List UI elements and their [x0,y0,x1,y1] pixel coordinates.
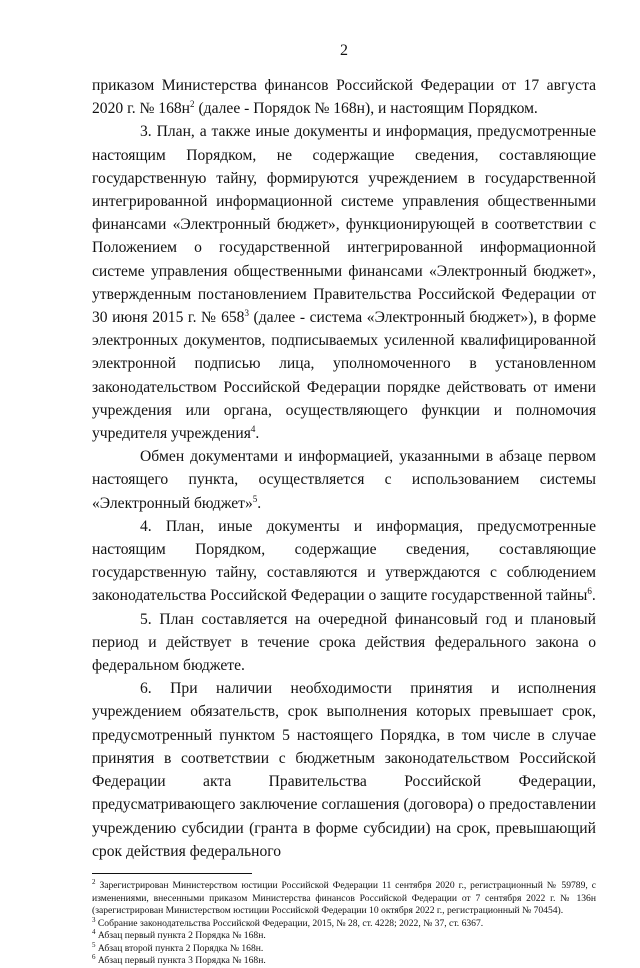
footnote: $^6$ Абзац первый пункта 3 Порядка № 168н. [92,953,266,967]
footnote-ref: 3 [244,308,249,319]
paragraph-continuation: приказом Министерства финансов Российской Федерации от 17 августа 2020 г. № $168н^2$ (далее - Порядок № 168н), и настоящим Порядком. [92,77,596,118]
page-number: 2 [340,42,348,59]
footnote-ref: 4 [250,424,256,435]
footnote-ref: 6 [587,586,592,597]
paragraph-3: 3. План, а также иные документы и информация, предусмотренные настоящим Порядком, не содержащие сведения, составляющие государственную тайну, формируются учреждением в государственной интегрированной информационной системе управления общественными финансами «Электронный бюджет», функционирующей в соответствии с Положением о государственной интегрированной информационной системе управления общественными финансами «Электронный бюджет», утвержденным постановлением Правительства Российской Федерации от 30 июня 2015 г. № $658^3$ (далее - система «Электронный бюджет»), в форме электронных документов, подписываемых усиленной квалифицированной электронной подписью лица, уполномоченного в установленном законодательством Российской Федерации порядке действовать от имени учреждения или органа, осуществляющего функции и полномочия учредителя учреждения$^4$. [92,123,597,443]
footnote: $^4$ Абзац первый пункта 2 Порядка № 168н. [92,928,266,942]
footnote: $^2$ Зарегистрирован Министерством юстиции Российской Федерации 11 сентября 2020 г., регистрационный № 59789, с изменениями, внесенными приказом Министерства финансов Российской Федерации от 7 сентября 2022 г. № 136н (зарегистрирован Министерством юстиции Российской Федерации 10 октября 2022 г., регистрационный № 70454). [92,877,596,917]
footnote: $^3$ Собрание законодательства Российской Федерации, 2015, № 28, ст. 4228; 2022, № 37, ст. 6367. [92,915,484,929]
paragraph-5: 5. План составляется на очередной финансовый год и плановый период и действует в течение срока действия федерального закона о федеральном бюджете. [92,610,596,675]
document-body [92,74,596,863]
paragraph-3-exchange: Обмен документами и информацией, указанными в абзаце первом настоящего пункта, осуществляется с использованием системы «Электронный бюджет»$^5$. [92,448,596,512]
footnote-ref: 5 [252,493,258,504]
paragraph-6: 6. При наличии необходимости принятия и исполнения учреждением обязательств, срок выполнения которых превышает срок, предусмотренный пунктом 5 настоящего Порядка, в том числе в случае принятия в соответствии с бюджетным законодательством Российской Федерации акта Правительства Российской Федерации, предусматривающего заключение соглашения (договора) о предоставлении учреждению субсидии (гранта в форме субсидии) на срок, превышающий срок действия федерального [92,680,596,860]
footnote: $^5$ Абзац второй пункта 2 Порядка № 168н. [92,940,264,954]
footnotes [92,877,596,968]
footnote-ref: 2 [190,99,195,110]
footnote-separator [92,873,252,874]
paragraph-4: 4. План, иные документы и информация, предусмотренные настоящим Порядком, содержащие сведения, составляющие государственную тайну, составляются и утверждаются с соблюдением законодательства Российской Федерации о защите государственной тайны$^6$. [92,517,596,605]
